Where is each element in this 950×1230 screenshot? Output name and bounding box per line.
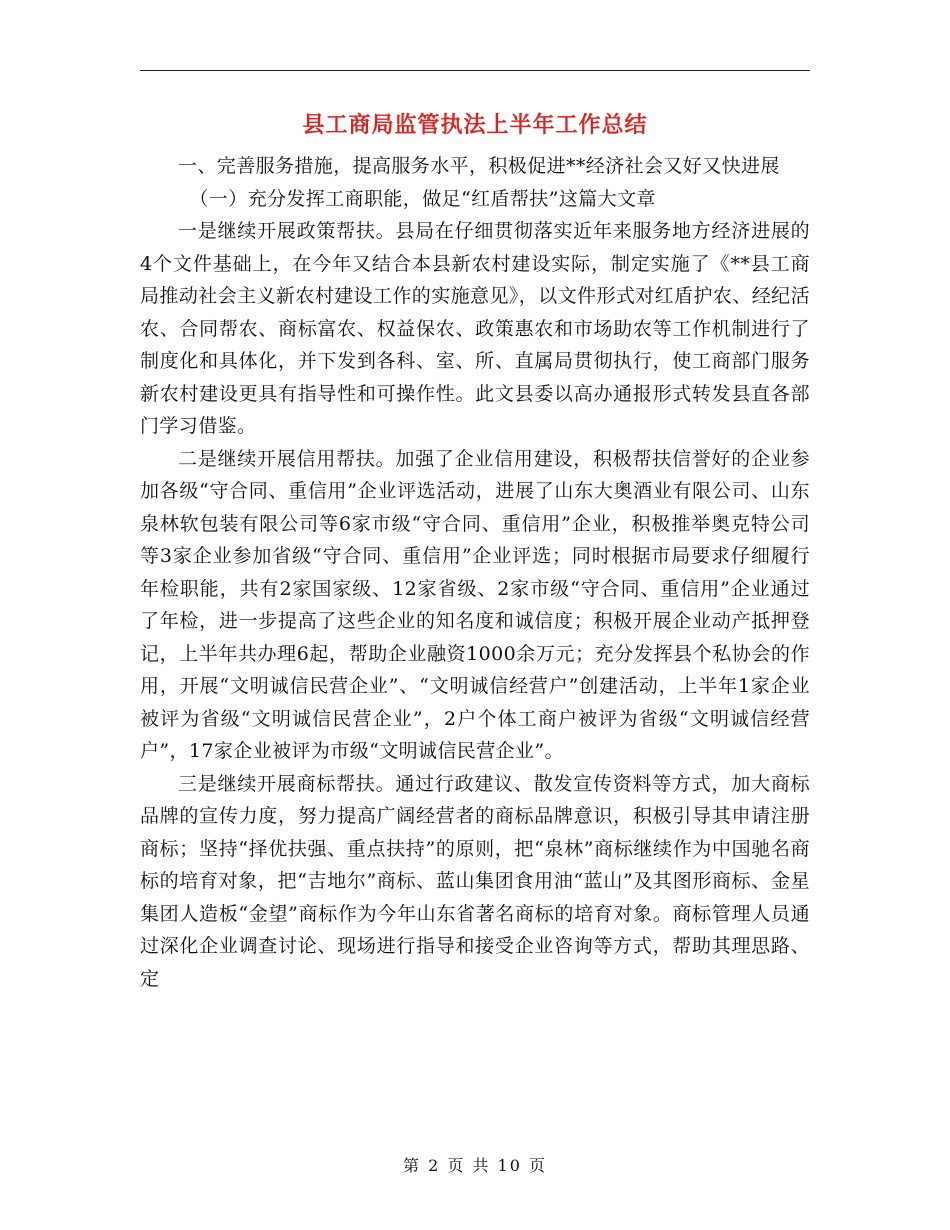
section-heading: 一、完善服务措施，提高服务水平，积极促进**经济社会又好又快进展 [178, 155, 780, 177]
document-body [140, 150, 810, 995]
paragraph: 一是继续开展政策帮扶。县局在仔细贯彻落实近年来服务地方经济进展的4个文件基础上，在今年又结合本县新农村建设实际，制定实施了《**县工商局推动社会主义新农村建设工作的实施意见》，以文件形式对红盾护农、经纪活农、合同帮农、商标富农、权益保农、政策惠农和市场助农等工作机制进行了制度化和具体化，并下发到各科、室、所、直属局贯彻执行，使工商部门服务新农村建设更具有指导性和可操作性。此文县委以高办通报形式转发县直各部门学习借鉴。 [140, 220, 810, 437]
paragraph: 三是继续开展商标帮扶。通过行政建议、散发宣传资料等方式，加大商标品牌的宣传力度，努力提高广阔经营者的商标品牌意识，积极引导其申请注册商标；坚持“择优扶强、重点扶持”的原则，把“泉林”商标继续作为中国驰名商标的培育对象，把“吉地尔”商标、蓝山集团食用油“蓝山”及其图形商标、金星集团人造板“金望”商标作为今年山东省著名商标的培育对象。商标管理人员通过深化企业调查讨论、现场进行指导和接受企业咨询等方式，帮助其理思路、定 [140, 772, 810, 990]
paragraph: 二是继续开展信用帮扶。加强了企业信用建设，积极帮扶信誉好的企业参加各级“守合同、重信用”企业评选活动，进展了山东大奥酒业有限公司、山东泉林软包装有限公司等6家市级“守合同、重信用”企业，积极推举奥克特公司等3家企业参加省级“守合同、重信用”企业评选；同时根据市局要求仔细履行年检职能，共有2家国家级、12家省级、2家市级“守合同、重信用”企业通过了年检，进一步提高了这些企业的知名度和诚信度；积极开展企业动产抵押登记，上半年共办理6起，帮助企业融资1000余万元；充分发挥县个私协会的作用，开展“文明诚信民营企业”、“文明诚信经营户”创建活动，上半年1家企业被评为省级“文明诚信民营企业”，2户个体工商户被评为省级“文明诚信经营户”，17家企业被评为市级“文明诚信民营企业”。 [140, 447, 810, 762]
header-rule [140, 70, 810, 71]
page-footer: 第 2 页 共 10 页 [403, 1156, 547, 1175]
document-title: 县工商局监管执法上半年工作总结 [302, 113, 648, 138]
subsection-heading: （一）充分发挥工商职能，做足“红盾帮扶”这篇大文章 [189, 187, 656, 210]
